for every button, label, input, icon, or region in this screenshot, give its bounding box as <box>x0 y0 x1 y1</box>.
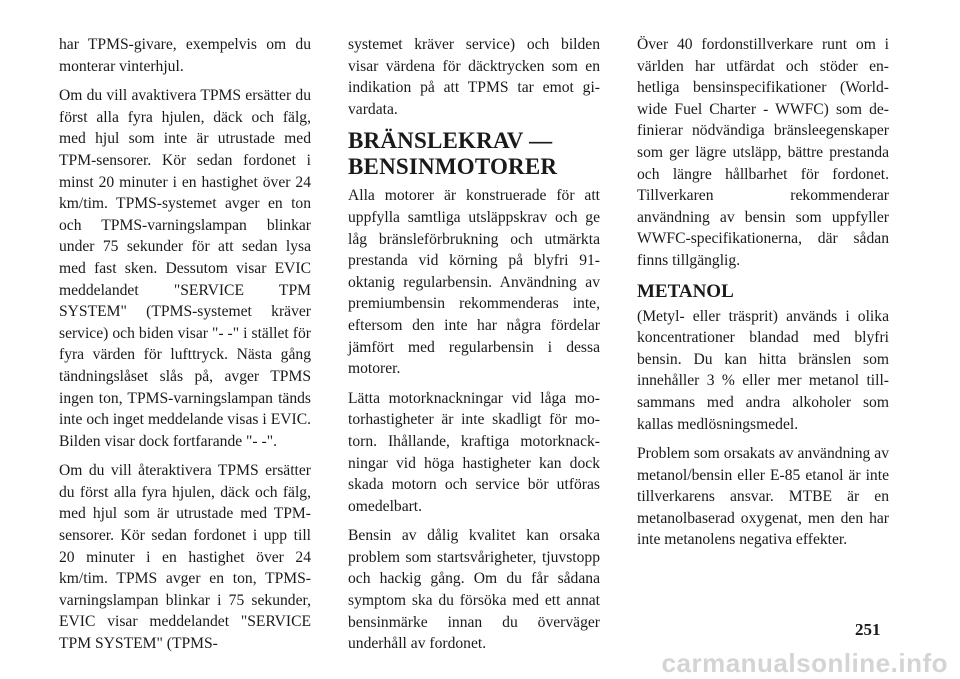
paragraph: Problem som orsakats av användning av metanol/bensin eller E-85 etanol är inte tillverkarens ansvar. MTBE är en metanolbaserad oxygenat, men den har inte metanolens negativa effekter. <box>637 445 889 549</box>
paragraph: Lätta motorknackningar vid låga motorhastigheter är inte skadligt för motorn. Ihållande, kraftiga motorknackningar vid höga hastigheter kan dock skada motorn och service bör utföras omedelbart. <box>348 389 600 515</box>
page-number: 251 <box>855 620 881 639</box>
paragraph: Bensin av dålig kvalitet kan orsaka problem som startsvårigheter, tjuvstopp och hackig gång. Om du får sådana symptom ska du försöka med ett annat bensinmärke innan du överväger underhåll av fordonet. <box>348 527 600 653</box>
section-heading-fuel-requirements: BRÄNSLEKRAV — BENSINMOTORER <box>348 128 558 180</box>
text-column-1 <box>59 34 311 663</box>
paragraph: Alla motorer är konstruerade för att uppfylla samtliga utsläppskrav och ge låg bränsleförbrukning och utmärkta prestanda vid körning på blyfri 91-oktanig regularbensin. Användning av premiumbensin rekommenderas inte, eftersom den inte har några fördelar jämfört med regularbensin i dessa motorer. <box>348 187 600 378</box>
text-column-2 <box>348 34 600 663</box>
paragraph: systemet kräver service) och bilden visar värdena för däcktrycken som en indikation på att TPMS tar emot givardata. <box>348 36 600 118</box>
paragraph: (Metyl- eller träsprit) används i olika koncentrationer blandad med blyfri bensin. Du kan hitta bränslen som innehåller 3 % eller mer metanol tillsammans med andra alkoholer som kallas medlösningsmedel. <box>637 307 889 433</box>
text-column-3 <box>637 34 889 559</box>
section-heading-methanol: METANOL <box>637 280 734 302</box>
paragraph: Om du vill avaktivera TPMS ersätter du först alla fyra hjulen, däck och fälg, med hjul som inte är utrustade med TPM-sensorer. Kör sedan fordonet i minst 20 minuter i en hastighet över 24 km/tim. TPMS-systemet avger en ton och TPMS-varningslampan blinkar under 75 sekunder för att sedan lysa med fast sken. Dessutom visar EVIC meddelandet "SERVICE TPM SYSTEM" (TPMS-systemet kräver service) och biden visar "- -" i stället för fyra värden för lufttryck. Nästa gång tändningslåset slås på, avger TPMS ingen ton, TPMS-varningslampan tänds inte och inget meddelande visas i EVIC. Bilden visar dock fortfarande "- -". <box>59 87 311 450</box>
paragraph: Om du vill återaktivera TPMS ersätter du först alla fyra hjulen, däck och fälg, med hjul som är utrustade med TPM-sensorer. Kör sedan fordonet i upp till 20 minuter i en hastighet över 24 km/tim. TPMS avger en ton, TPMS-varningslampan blinkar i 75 sekunder, EVIC visar meddelandet "SERVICE TPM SYSTEM" (TPMS- <box>59 462 311 653</box>
watermark: carmanualsonline.info <box>661 648 948 678</box>
paragraph: Över 40 fordonstillverkare runt om i världen har utfärdat och stöder enhetliga bensinspecifikationer (Worldwide Fuel Charter - WWFC) som definierar nödvändiga bränsleegenskaper som ger lägre utsläpp, bättre prestanda och längre hållbarhet för fordonet. Tillverkaren rekommenderar användning av bensin som uppfyller WWFC-specifikationerna, där sådan finns tillgänglig. <box>637 36 889 269</box>
paragraph: har TPMS-givare, exempelvis om du monterar vinterhjul. <box>59 36 311 75</box>
